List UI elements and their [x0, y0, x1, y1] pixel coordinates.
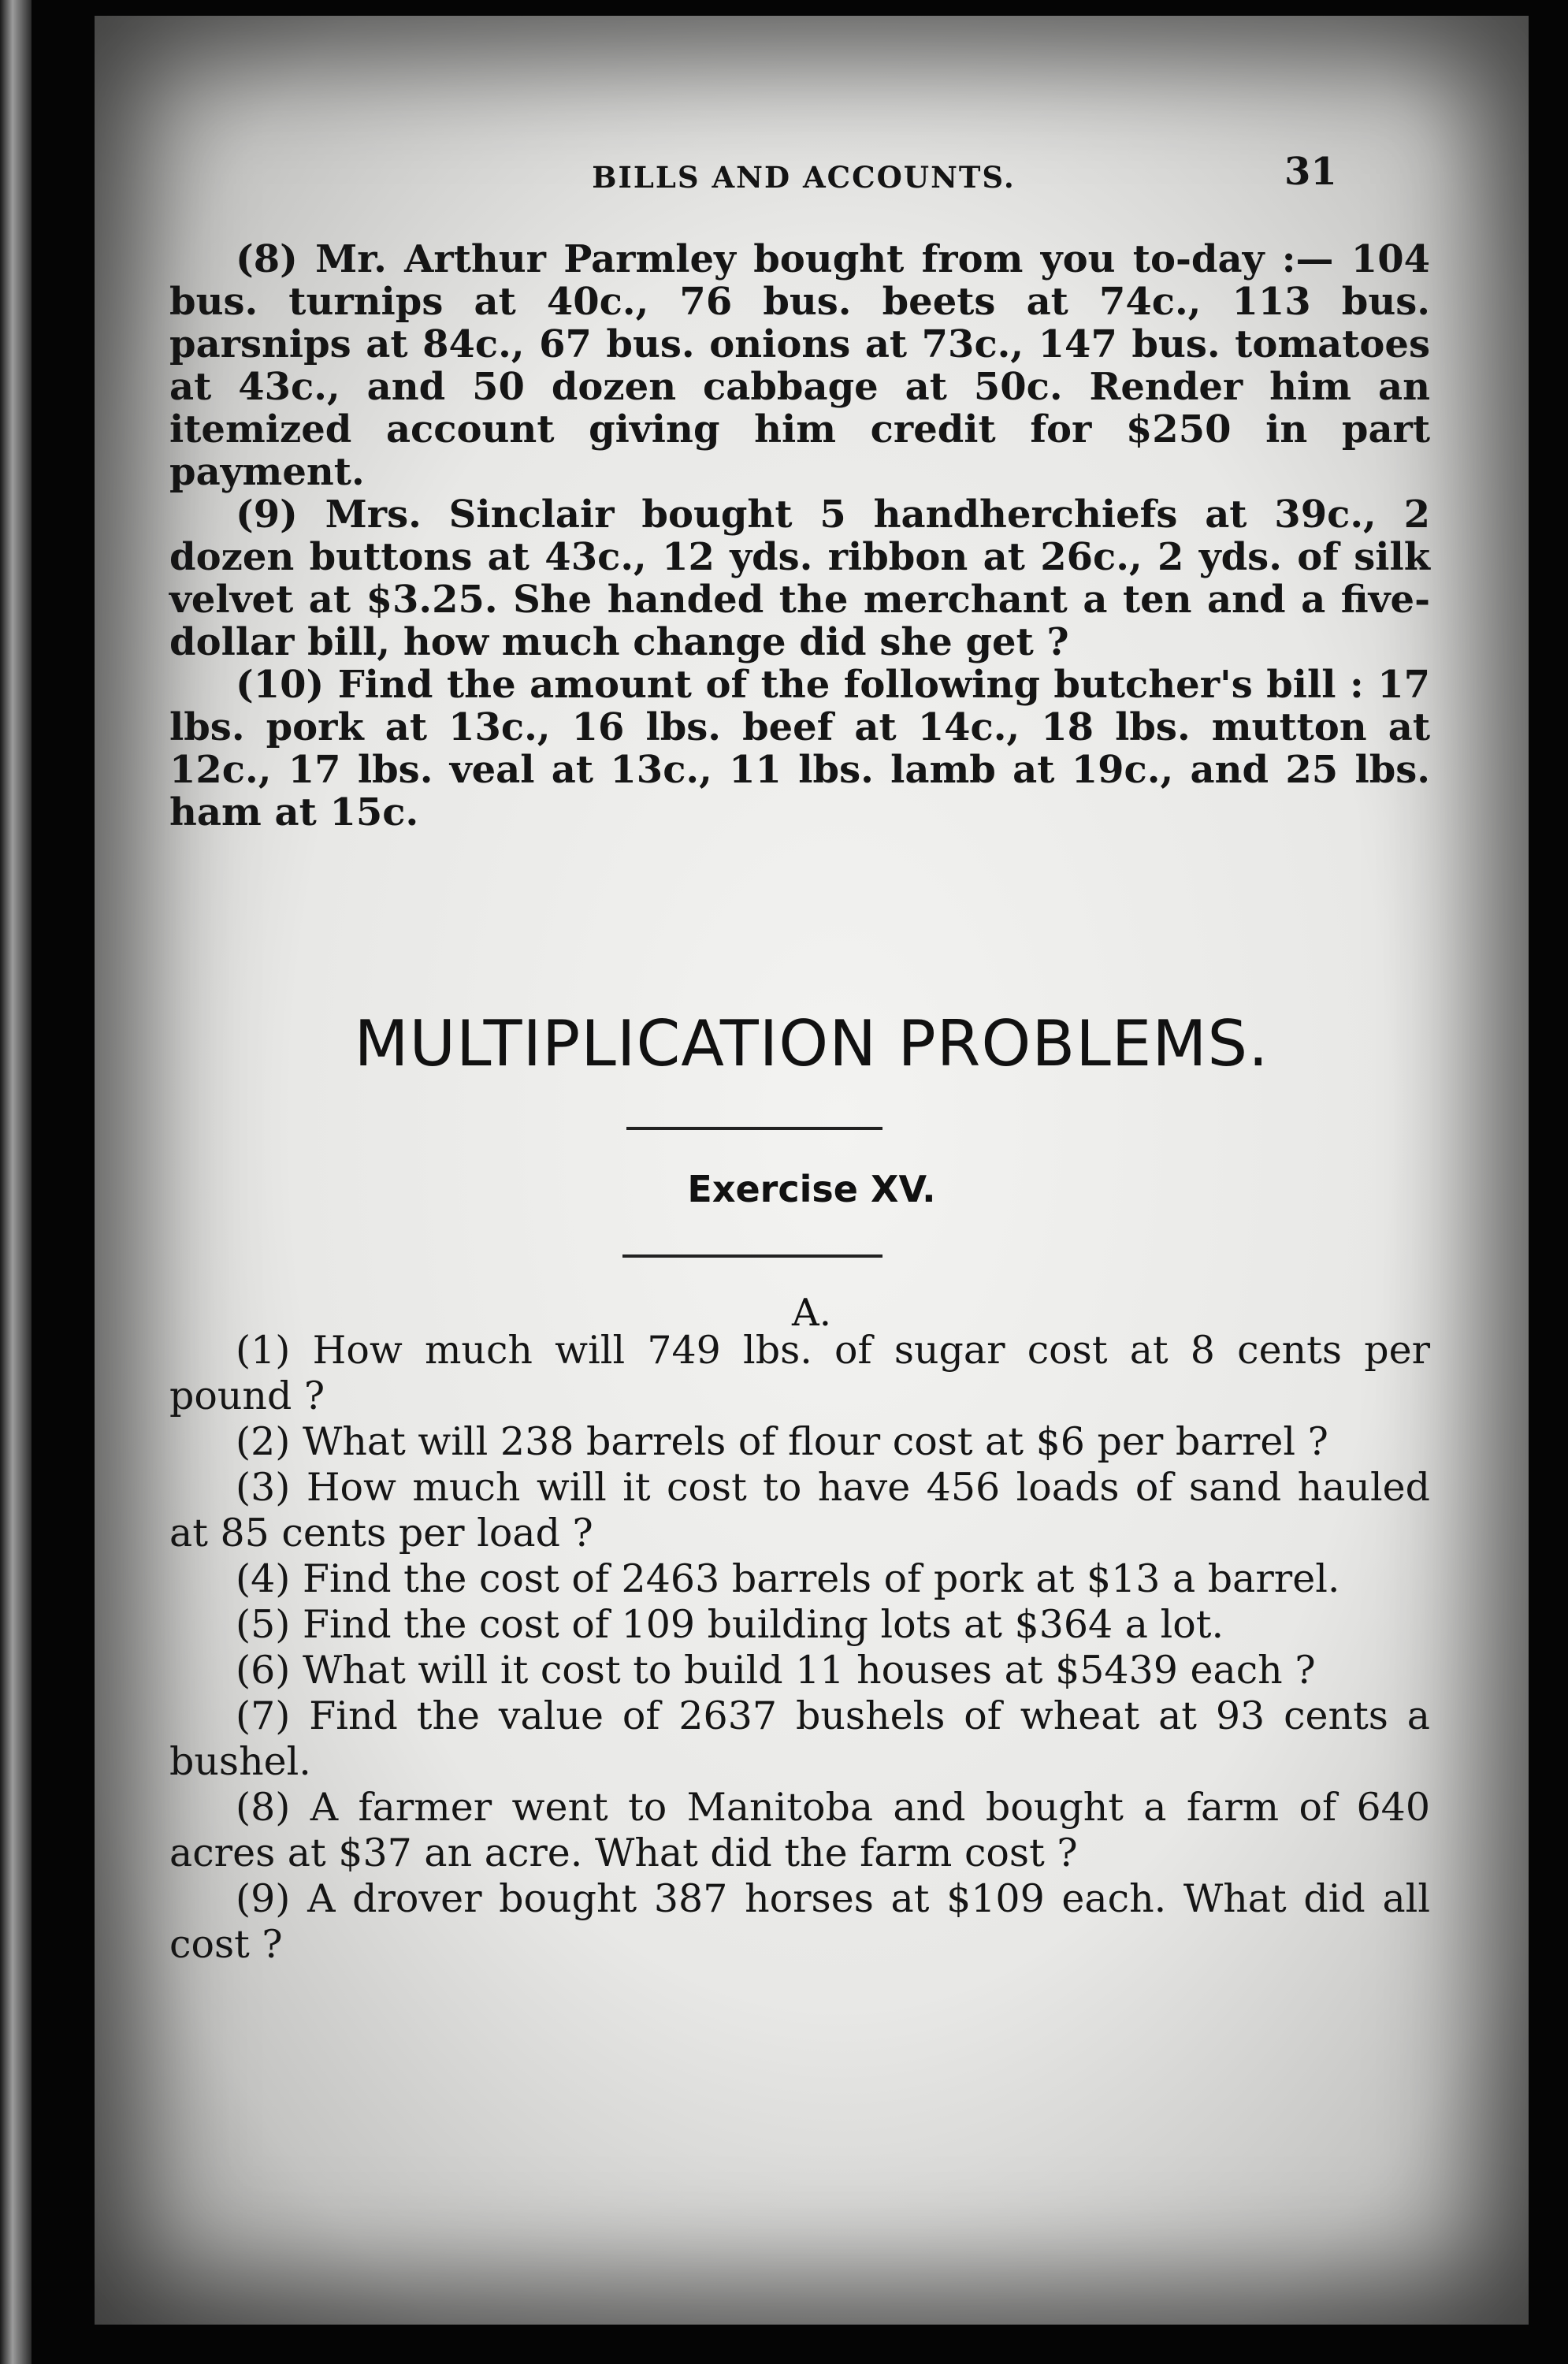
running-head: BILLS AND ACCOUNTS.: [592, 160, 1016, 195]
exercise-title: Exercise XV.: [687, 1168, 936, 1210]
problem-7: (7) Find the value of 2637 bushels of wheat at 93 cents a bushel.: [169, 1693, 1430, 1784]
problem-8: (8) A farmer went to Manitoba and bought a farm of 640 acres at $37 an acre. What did the farm cost ?: [169, 1785, 1430, 1875]
divider-rule: [622, 1254, 882, 1258]
bills-problems-continued: [169, 238, 1430, 834]
problem-1: (1) How much will 749 lbs. of sugar cost at 8 cents per pound ?: [169, 1328, 1430, 1418]
section-title: MULTIPLICATION PROBLEMS.: [354, 1007, 1269, 1080]
problem-9: (9) A drover bought 387 horses at $109 each. What did all cost ?: [169, 1876, 1430, 1967]
multiplication-problems: [169, 1328, 1430, 1968]
problem-5: (5) Find the cost of 109 building lots at $364 a lot.: [236, 1602, 1224, 1647]
divider-rule: [626, 1127, 882, 1130]
problem-6: (6) What will it cost to build 11 houses at $5439 each ?: [236, 1648, 1316, 1693]
book-page: [95, 16, 1529, 2325]
problem-10-butcher-bill: (10) Find the amount of the following butcher's bill : 17 lbs. pork at 13c., 16 lbs. beef at 14c., 18 lbs. mutton at 12c., 17 lbs. veal at 13c., 11 lbs. lamb at 19c., and 25 lbs. ham at 15c.: [169, 663, 1430, 834]
problem-4: (4) Find the cost of 2463 barrels of pork at $13 a barrel.: [236, 1556, 1340, 1601]
part-heading: A.: [792, 1291, 831, 1335]
problem-2: (2) What will 238 barrels of flour cost at $6 per barrel ?: [236, 1419, 1328, 1464]
problem-9-sinclair: (9) Mrs. Sinclair bought 5 handherchiefs at 39c., 2 dozen buttons at 43c., 12 yds. ribbon at 26c., 2 yds. of silk velvet at $3.25. She handed the merchant a ten and a five-dollar bill, how much change did she get ?: [169, 492, 1430, 664]
problem-3: (3) How much will it cost to have 456 loads of sand hauled at 85 cents per load ?: [169, 1465, 1430, 1556]
page-number: 31: [1284, 150, 1337, 194]
book-binding-edge: [0, 0, 32, 2364]
problem-8-parmley: (8) Mr. Arthur Parmley bought from you to-day :— 104 bus. turnips at 40c., 76 bus. beets at 74c., 113 bus. parsnips at 84c., 67 bus. onions at 73c., 147 bus. tomatoes at 43c., and 50 dozen cabbage at 50c. Render him an itemized account giving him credit for $250 in part payment.: [169, 237, 1430, 494]
